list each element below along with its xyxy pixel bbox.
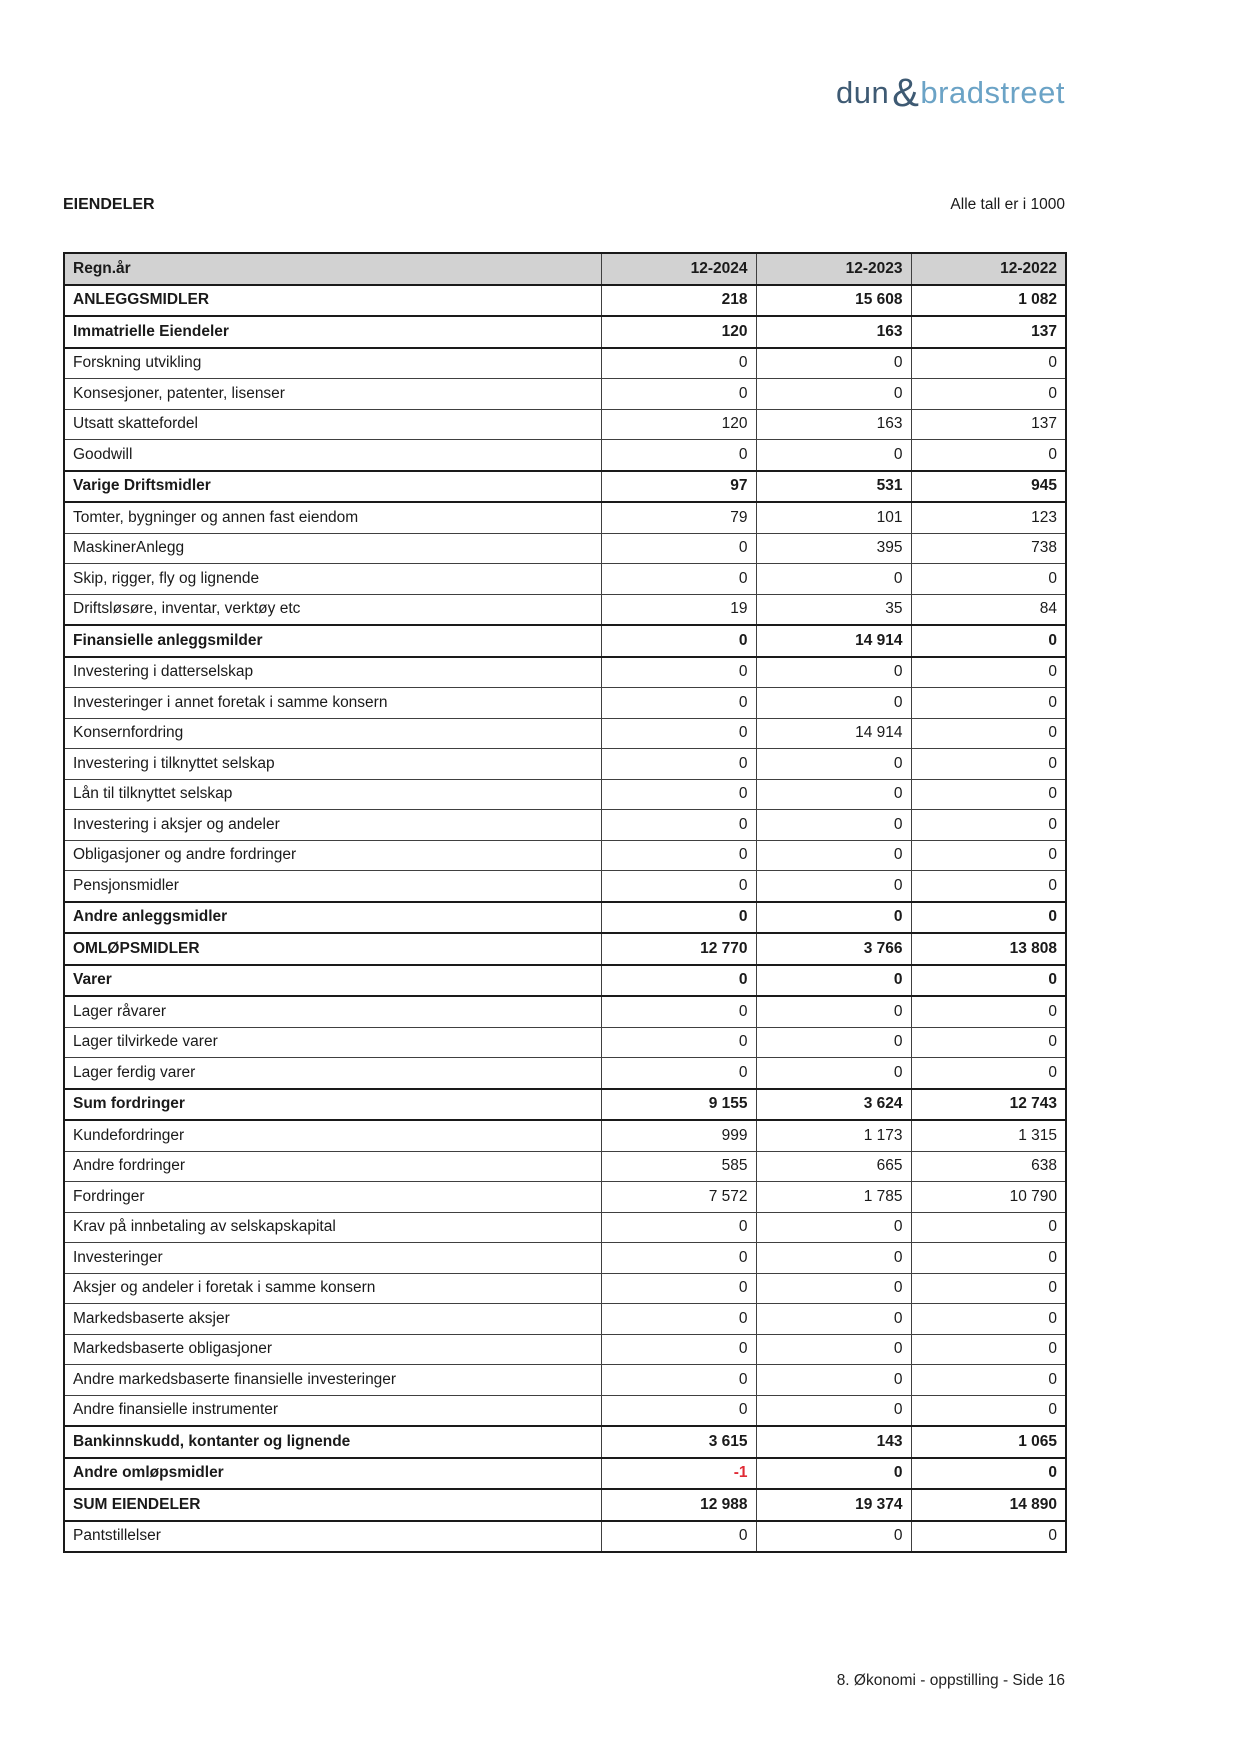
table-row — [64, 1182, 1066, 1213]
row-value: 0 — [601, 1058, 756, 1089]
row-value: 0 — [756, 902, 911, 934]
row-value: 79 — [601, 502, 756, 533]
row-value: 0 — [911, 749, 1066, 780]
row-label: Andre markedsbaserte finansielle investeringer — [64, 1365, 601, 1396]
row-value: 35 — [756, 594, 911, 625]
row-value: 1 785 — [756, 1182, 911, 1213]
row-value: 0 — [601, 965, 756, 997]
row-value: 7 572 — [601, 1182, 756, 1213]
logo-text-dun: dun — [836, 75, 890, 110]
row-value: 14 914 — [756, 625, 911, 657]
table-row — [64, 502, 1066, 533]
row-value: 0 — [601, 379, 756, 410]
row-value: 0 — [601, 440, 756, 471]
row-value: 0 — [911, 1243, 1066, 1274]
row-value: 0 — [756, 779, 911, 810]
row-label: Andre fordringer — [64, 1151, 601, 1182]
row-value: 0 — [601, 1521, 756, 1553]
row-value: 0 — [601, 1273, 756, 1304]
row-value: 0 — [601, 1027, 756, 1058]
row-value: 0 — [756, 965, 911, 997]
table-row — [64, 564, 1066, 595]
row-value: 15 608 — [756, 285, 911, 317]
table-row — [64, 1365, 1066, 1396]
row-label: SUM EIENDELER — [64, 1489, 601, 1521]
row-label: Konsernfordring — [64, 718, 601, 749]
table-row — [64, 688, 1066, 719]
table-row — [64, 749, 1066, 780]
row-value: 0 — [756, 1243, 911, 1274]
row-label: Lager tilvirkede varer — [64, 1027, 601, 1058]
row-value: 0 — [756, 1365, 911, 1396]
row-label: Forskning utvikling — [64, 348, 601, 379]
row-value: 218 — [601, 285, 756, 317]
row-label: Varige Driftsmidler — [64, 471, 601, 503]
table-row — [64, 1458, 1066, 1490]
row-value: 0 — [601, 718, 756, 749]
row-label: Andre omløpsmidler — [64, 1458, 601, 1490]
row-value: 0 — [756, 1027, 911, 1058]
table-row — [64, 718, 1066, 749]
row-value: 0 — [756, 810, 911, 841]
table-row — [64, 1212, 1066, 1243]
table-row — [64, 1089, 1066, 1121]
table-row — [64, 871, 1066, 902]
row-label: Lager ferdig varer — [64, 1058, 601, 1089]
table-row — [64, 348, 1066, 379]
row-value: 1 173 — [756, 1120, 911, 1151]
row-value: 19 — [601, 594, 756, 625]
balance-sheet-table — [63, 252, 1067, 1553]
row-value: 0 — [601, 749, 756, 780]
column-header-2022: 12-2022 — [911, 253, 1066, 285]
row-value: 0 — [756, 1334, 911, 1365]
row-label: Aksjer og andeler i foretak i samme konsern — [64, 1273, 601, 1304]
table-row — [64, 1027, 1066, 1058]
row-value: 120 — [601, 409, 756, 440]
section-titlebar — [63, 196, 1065, 214]
row-value: 0 — [756, 1058, 911, 1089]
row-label: Pantstillelser — [64, 1521, 601, 1553]
logo-text-bradstreet: bradstreet — [920, 75, 1065, 110]
table-row — [64, 840, 1066, 871]
row-value: 0 — [601, 1395, 756, 1426]
row-value: 0 — [756, 749, 911, 780]
table-row — [64, 471, 1066, 503]
row-value: 0 — [911, 1521, 1066, 1553]
row-value: 0 — [911, 779, 1066, 810]
row-label: ANLEGGSMIDLER — [64, 285, 601, 317]
row-label: Tomter, bygninger og annen fast eiendom — [64, 502, 601, 533]
table-row — [64, 1058, 1066, 1089]
table-row — [64, 779, 1066, 810]
row-value: 0 — [911, 1058, 1066, 1089]
row-label: Investeringer — [64, 1243, 601, 1274]
row-label: Konsesjoner, patenter, lisenser — [64, 379, 601, 410]
row-value: 0 — [911, 1365, 1066, 1396]
row-value: 13 808 — [911, 933, 1066, 965]
row-value: 0 — [911, 1458, 1066, 1490]
row-value: 0 — [911, 871, 1066, 902]
dun-bradstreet-logo — [63, 68, 1065, 113]
row-label: Pensjonsmidler — [64, 871, 601, 902]
row-label: Andre finansielle instrumenter — [64, 1395, 601, 1426]
row-value: 1 082 — [911, 285, 1066, 317]
column-header-2023: 12-2023 — [756, 253, 911, 285]
row-value: 0 — [756, 440, 911, 471]
row-value: 0 — [911, 348, 1066, 379]
row-label: Skip, rigger, fly og lignende — [64, 564, 601, 595]
column-header-regnaar: Regn.år — [64, 253, 601, 285]
row-value: 0 — [601, 810, 756, 841]
row-value: 0 — [756, 840, 911, 871]
row-value: 1 315 — [911, 1120, 1066, 1151]
row-value: 0 — [601, 1365, 756, 1396]
table-row — [64, 1273, 1066, 1304]
table-row — [64, 965, 1066, 997]
row-value: 999 — [601, 1120, 756, 1151]
row-value: 137 — [911, 316, 1066, 348]
row-value: 0 — [911, 379, 1066, 410]
row-value: 0 — [601, 348, 756, 379]
row-value: 0 — [756, 1395, 911, 1426]
row-value: 0 — [756, 1212, 911, 1243]
row-label: Markedsbaserte aksjer — [64, 1304, 601, 1335]
row-value: 97 — [601, 471, 756, 503]
row-value: 0 — [911, 1304, 1066, 1335]
row-value: 0 — [601, 657, 756, 688]
row-value: 84 — [911, 594, 1066, 625]
table-row — [64, 594, 1066, 625]
row-label: Investering i aksjer og andeler — [64, 810, 601, 841]
row-label: Andre anleggsmidler — [64, 902, 601, 934]
table-row — [64, 996, 1066, 1027]
row-value: 101 — [756, 502, 911, 533]
row-value: 0 — [911, 688, 1066, 719]
row-value: 163 — [756, 409, 911, 440]
row-value: 0 — [911, 1334, 1066, 1365]
row-label: Obligasjoner og andre fordringer — [64, 840, 601, 871]
row-label: Fordringer — [64, 1182, 601, 1213]
row-value: 638 — [911, 1151, 1066, 1182]
row-value: 0 — [911, 1395, 1066, 1426]
table-row — [64, 379, 1066, 410]
row-value: 0 — [911, 840, 1066, 871]
row-value: 395 — [756, 533, 911, 564]
row-label: OMLØPSMIDLER — [64, 933, 601, 965]
table-row — [64, 657, 1066, 688]
row-value: 9 155 — [601, 1089, 756, 1121]
row-label: Investeringer i annet foretak i samme konsern — [64, 688, 601, 719]
balance-sheet-table-wrap — [63, 252, 1065, 1553]
row-value: 0 — [756, 996, 911, 1027]
row-value: 0 — [601, 1334, 756, 1365]
table-row — [64, 902, 1066, 934]
table-row — [64, 440, 1066, 471]
row-label: Varer — [64, 965, 601, 997]
row-value: 0 — [601, 996, 756, 1027]
row-label: Immatrielle Eiendeler — [64, 316, 601, 348]
row-label: Markedsbaserte obligasjoner — [64, 1334, 601, 1365]
row-value: 0 — [601, 1304, 756, 1335]
table-row — [64, 625, 1066, 657]
row-value: 120 — [601, 316, 756, 348]
row-value: 0 — [756, 348, 911, 379]
table-row — [64, 1151, 1066, 1182]
row-value: 12 743 — [911, 1089, 1066, 1121]
row-value: 0 — [911, 1273, 1066, 1304]
row-value: 3 624 — [756, 1089, 911, 1121]
row-value: 12 770 — [601, 933, 756, 965]
row-value: 0 — [911, 564, 1066, 595]
row-value: 0 — [756, 564, 911, 595]
row-value: 123 — [911, 502, 1066, 533]
row-label: Investering i datterselskap — [64, 657, 601, 688]
row-value: 0 — [601, 533, 756, 564]
row-value: 0 — [756, 657, 911, 688]
table-row — [64, 1489, 1066, 1521]
row-value: 0 — [911, 718, 1066, 749]
table-header-row — [64, 253, 1066, 285]
row-label: Lån til tilknyttet selskap — [64, 779, 601, 810]
row-value: 0 — [911, 657, 1066, 688]
row-label: Utsatt skattefordel — [64, 409, 601, 440]
row-value: 14 890 — [911, 1489, 1066, 1521]
row-label: Lager råvarer — [64, 996, 601, 1027]
row-value: 0 — [756, 379, 911, 410]
row-value: 12 988 — [601, 1489, 756, 1521]
row-value: 14 914 — [756, 718, 911, 749]
row-value: 0 — [911, 996, 1066, 1027]
row-value: 585 — [601, 1151, 756, 1182]
row-value: 0 — [756, 1273, 911, 1304]
row-label: Finansielle anleggsmilder — [64, 625, 601, 657]
row-value: 0 — [601, 625, 756, 657]
row-value: 143 — [756, 1426, 911, 1458]
table-row — [64, 1304, 1066, 1335]
table-row — [64, 316, 1066, 348]
table-row — [64, 1521, 1066, 1553]
row-value: 1 065 — [911, 1426, 1066, 1458]
row-value: 137 — [911, 409, 1066, 440]
row-value: -1 — [601, 1458, 756, 1490]
row-value: 0 — [601, 1212, 756, 1243]
row-value: 0 — [601, 779, 756, 810]
row-value: 0 — [756, 688, 911, 719]
row-value: 945 — [911, 471, 1066, 503]
row-value: 0 — [756, 1304, 911, 1335]
table-row — [64, 1334, 1066, 1365]
row-value: 3 766 — [756, 933, 911, 965]
row-label: MaskinerAnlegg — [64, 533, 601, 564]
row-value: 0 — [601, 871, 756, 902]
table-row — [64, 933, 1066, 965]
table-row — [64, 1426, 1066, 1458]
row-value: 0 — [756, 871, 911, 902]
table-row — [64, 1395, 1066, 1426]
row-value: 0 — [756, 1521, 911, 1553]
row-value: 0 — [601, 564, 756, 595]
row-value: 0 — [911, 810, 1066, 841]
table-row — [64, 810, 1066, 841]
row-value: 531 — [756, 471, 911, 503]
row-value: 0 — [756, 1458, 911, 1490]
table-row — [64, 1120, 1066, 1151]
table-row — [64, 409, 1066, 440]
table-row — [64, 285, 1066, 317]
row-value: 19 374 — [756, 1489, 911, 1521]
row-value: 3 615 — [601, 1426, 756, 1458]
row-label: Investering i tilknyttet selskap — [64, 749, 601, 780]
row-value: 0 — [911, 1212, 1066, 1243]
page-title: EIENDELER — [63, 196, 155, 213]
row-value: 0 — [911, 440, 1066, 471]
row-value: 665 — [756, 1151, 911, 1182]
ampersand-icon: & — [892, 71, 920, 115]
row-value: 0 — [601, 688, 756, 719]
column-header-2024: 12-2024 — [601, 253, 756, 285]
row-label: Driftsløsøre, inventar, verktøy etc — [64, 594, 601, 625]
row-value: 0 — [601, 1243, 756, 1274]
table-body — [64, 285, 1066, 1553]
row-value: 0 — [911, 902, 1066, 934]
row-value: 0 — [911, 625, 1066, 657]
units-note: Alle tall er i 1000 — [950, 196, 1065, 213]
row-label: Goodwill — [64, 440, 601, 471]
table-row — [64, 1243, 1066, 1274]
row-value: 738 — [911, 533, 1066, 564]
row-label: Bankinnskudd, kontanter og lignende — [64, 1426, 601, 1458]
row-value: 0 — [601, 840, 756, 871]
row-value: 0 — [911, 1027, 1066, 1058]
row-value: 0 — [601, 902, 756, 934]
row-label: Sum fordringer — [64, 1089, 601, 1121]
row-value: 0 — [911, 965, 1066, 997]
table-row — [64, 533, 1066, 564]
row-label: Kundefordringer — [64, 1120, 601, 1151]
row-value: 10 790 — [911, 1182, 1066, 1213]
row-label: Krav på innbetaling av selskapskapital — [64, 1212, 601, 1243]
page-footer: 8. Økonomi - oppstilling - Side 16 — [836, 1672, 1065, 1689]
row-value: 163 — [756, 316, 911, 348]
